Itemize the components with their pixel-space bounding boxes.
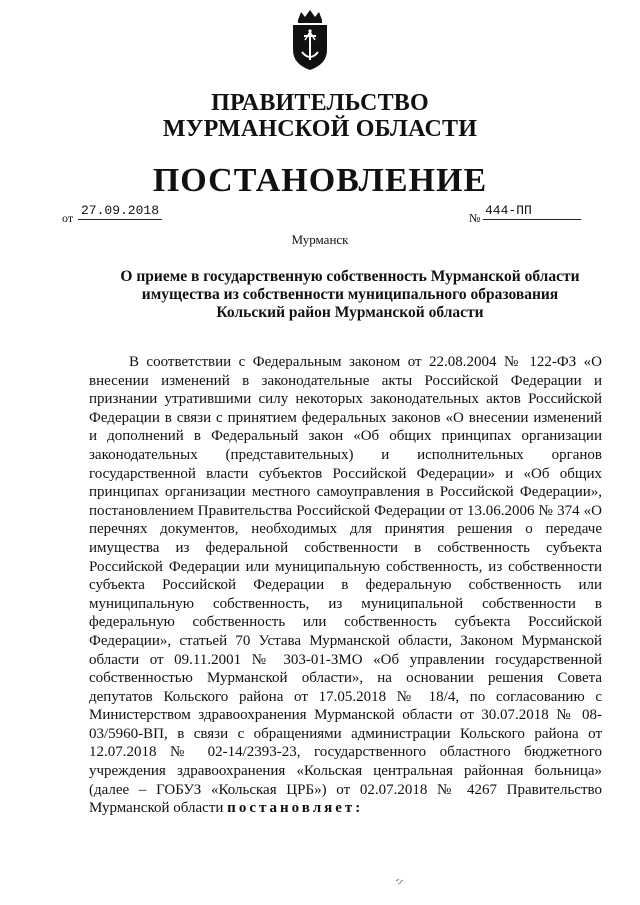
date-prefix: от bbox=[62, 211, 74, 225]
document-body bbox=[89, 353, 602, 818]
decree-word: постановляет: bbox=[227, 800, 364, 817]
city-name: Мурманск bbox=[291, 232, 349, 247]
coat-of-arms-icon bbox=[289, 10, 331, 72]
number-prefix: № bbox=[469, 211, 481, 225]
title-line2: имущества из собственности муниципального образования bbox=[141, 286, 559, 303]
government-title-line2: МУРМАНСКОЙ ОБЛАСТИ bbox=[162, 116, 478, 142]
scan-mark-icon bbox=[395, 876, 405, 886]
body-paragraph-text: В соответствии с Федеральным законом от 22.08.2004 № 122-ФЗ «О внесении изменений в законодательные акты Российской Федерации и признании утратившими силу некоторых законодательных актов Российской Федерации в связи с принятием федеральных законов «О внесении изменений и дополнений в Федеральный закон «Об общих принципах организации законодательных (представительных) и исполнительных органов государственной власти субъектов Российской Федерации» и «Об общих принципах организации местного самоуправления в Российской Федерации», постановлением Правительства Российской Федерации от 13.06.2006 № 374 «О перечнях документов, необходимых для принятия решения о передаче имущества из федеральной собственности в собственность субъекта Российской Федерации или муниципальную собственность, из собственности субъекта Российской Федерации в федеральную собственность или муниципальную собственность, из муниципальной собственности в федеральную собственность или собственность субъекта Российской Федерации», статьей 70 Устава Мурманской области, Законом Мурманской области от 09.11.2001 № 303-01-ЗМО «Об управлении государственной собственностью Мурманской области», на основании решения Совета депутатов Кольского района от 17.05.2018 № 18/4, по согласованию с Министерством здравоохранения Мурманской области от 30.07.2018 № 08-03/5960-ВП, в связи с обращениями администрации Кольского района от 12.07.2018 № 02-14/2393-23, государственного областного бюджетного учреждения здравоохранения «Кольская центральная районная больница» (далее – ГОБУЗ «Кольская ЦРБ») от 02.07.2018 № 4267 Правительство Мурманской области bbox=[89, 354, 602, 817]
title-line1: О приеме в государственную собственность Мурманской области bbox=[120, 268, 580, 285]
document-type-heading: ПОСТАНОВЛЕНИЕ bbox=[152, 162, 488, 199]
document-number: 444-ПП bbox=[483, 203, 581, 220]
document-date: 27.09.2018 bbox=[78, 203, 162, 220]
document-title bbox=[90, 268, 610, 322]
title-line3: Кольский район Мурманской области bbox=[216, 304, 484, 321]
body-paragraph bbox=[89, 353, 602, 818]
government-title-line1: ПРАВИТЕЛЬСТВО bbox=[211, 90, 429, 116]
